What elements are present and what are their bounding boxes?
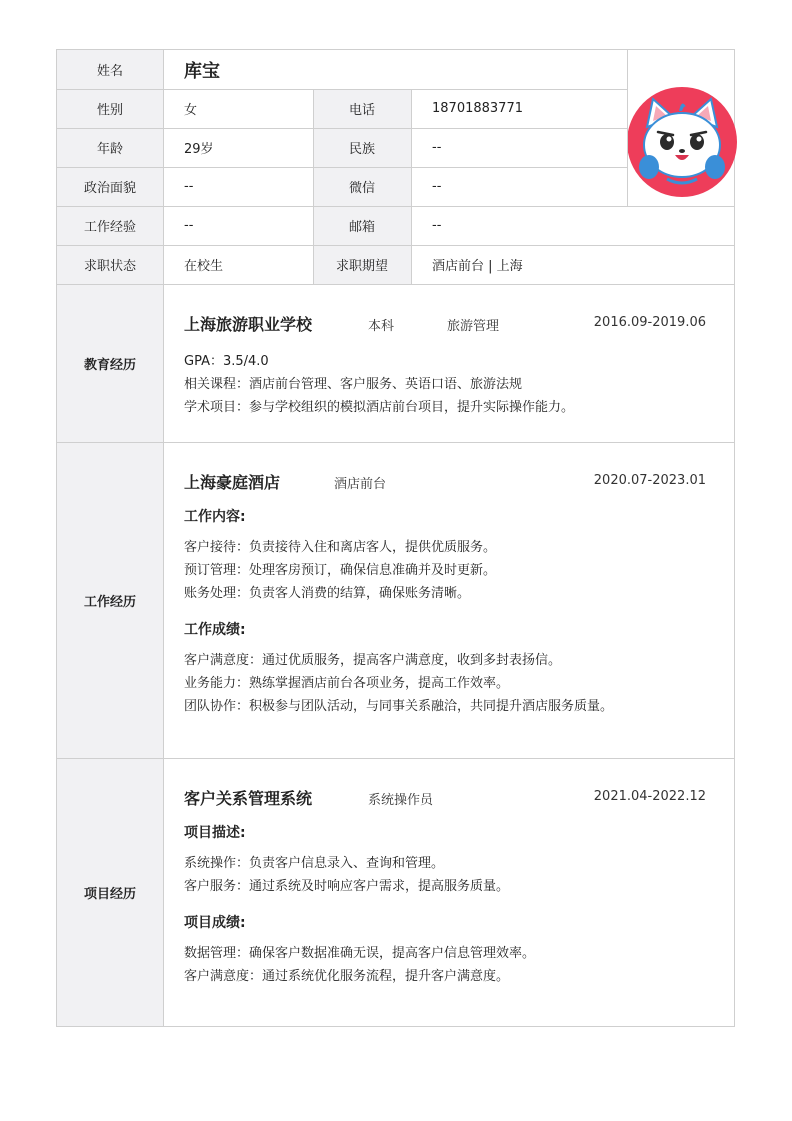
intent-label: 求职期望 xyxy=(313,245,411,284)
work-dates: 2020.07-2023.01 xyxy=(593,473,706,488)
status-label: 求职状态 xyxy=(57,245,163,284)
email-label: 邮箱 xyxy=(313,206,411,245)
divider xyxy=(313,89,314,284)
divider xyxy=(411,89,412,284)
experience-label: 工作经验 xyxy=(57,206,163,245)
project-desc-line: 客户服务：通过系统及时响应客户需求，提高服务质量。 xyxy=(184,879,510,894)
work-results-line: 业务能力：熟练掌握酒店前台各项业务，提高工作效率。 xyxy=(184,676,510,691)
experience-value: -- xyxy=(184,218,194,233)
education-line: 相关课程：酒店前台管理、客户服务、英语口语、旅游法规 xyxy=(184,377,523,392)
status-value: 在校生 xyxy=(184,259,224,274)
work-header xyxy=(184,470,706,494)
work-content-line: 预订管理：处理客房预订，确保信息准确并及时更新。 xyxy=(184,563,497,578)
education-line: 学术项目：参与学校组织的模拟酒店前台项目，提升实际操作能力。 xyxy=(184,400,575,415)
position: 酒店前台 xyxy=(334,477,387,492)
gender-label: 性别 xyxy=(57,89,163,128)
project-desc-line: 系统操作：负责客户信息录入、查询和管理。 xyxy=(184,856,445,871)
avatar xyxy=(627,87,737,197)
education-label: 教育经历 xyxy=(57,284,163,442)
degree: 本科 xyxy=(368,319,395,334)
education-header xyxy=(184,312,706,336)
project-name: 客户关系管理系统 xyxy=(184,789,313,808)
divider xyxy=(57,206,734,207)
major: 旅游管理 xyxy=(447,319,500,334)
work-results-title: 工作成绩: xyxy=(184,622,246,638)
divider xyxy=(57,284,734,285)
ethnicity-label: 民族 xyxy=(313,128,411,167)
work-label: 工作经历 xyxy=(57,442,163,758)
age-value: 29岁 xyxy=(184,142,214,157)
work-content-title: 工作内容: xyxy=(184,509,246,525)
political-value: -- xyxy=(184,179,194,194)
phone-value: 18701883771 xyxy=(432,101,523,116)
divider xyxy=(57,442,734,443)
divider xyxy=(57,89,627,90)
education-section xyxy=(163,284,734,442)
project-role: 系统操作员 xyxy=(368,793,434,808)
company-name: 上海豪庭酒店 xyxy=(184,473,281,492)
name-value: 库宝 xyxy=(184,60,220,82)
wechat-value: -- xyxy=(432,179,442,194)
project-section xyxy=(163,758,734,1026)
divider xyxy=(627,50,628,206)
phone-label: 电话 xyxy=(313,89,411,128)
gender-value: 女 xyxy=(184,103,198,118)
intent-value: 酒店前台 | 上海 xyxy=(432,259,523,274)
cartoon-cat-avatar-icon xyxy=(627,87,737,197)
divider xyxy=(57,167,627,168)
work-content-line: 客户接待：负责接待入住和离店客人，提供优质服务。 xyxy=(184,540,497,555)
project-results-title: 项目成绩: xyxy=(184,915,246,931)
work-section xyxy=(163,442,734,758)
work-content-line: 账务处理：负责客人消费的结算，确保账务清晰。 xyxy=(184,586,471,601)
name-label: 姓名 xyxy=(57,50,163,89)
divider xyxy=(57,128,627,129)
political-label: 政治面貌 xyxy=(57,167,163,206)
ethnicity-value: -- xyxy=(432,140,442,155)
divider xyxy=(57,245,734,246)
project-results-line: 客户满意度：通过系统优化服务流程，提升客户满意度。 xyxy=(184,969,510,984)
project-header xyxy=(184,786,706,810)
age-label: 年龄 xyxy=(57,128,163,167)
project-results-line: 数据管理：确保客户数据准确无误，提高客户信息管理效率。 xyxy=(184,946,536,961)
school-name: 上海旅游职业学校 xyxy=(184,315,313,334)
resume-sheet xyxy=(56,49,735,1027)
work-results-line: 客户满意度：通过优质服务，提高客户满意度，收到多封表扬信。 xyxy=(184,653,562,668)
education-dates: 2016.09-2019.06 xyxy=(593,315,706,330)
education-line: GPA：3.5/4.0 xyxy=(184,354,269,369)
wechat-label: 微信 xyxy=(313,167,411,206)
divider xyxy=(163,50,164,1026)
divider xyxy=(57,758,734,759)
project-desc-title: 项目描述: xyxy=(184,825,246,841)
work-results-line: 团队协作：积极参与团队活动，与同事关系融洽，共同提升酒店服务质量。 xyxy=(184,699,614,714)
project-dates: 2021.04-2022.12 xyxy=(593,789,706,804)
email-value: -- xyxy=(432,218,442,233)
project-label: 项目经历 xyxy=(57,758,163,1026)
